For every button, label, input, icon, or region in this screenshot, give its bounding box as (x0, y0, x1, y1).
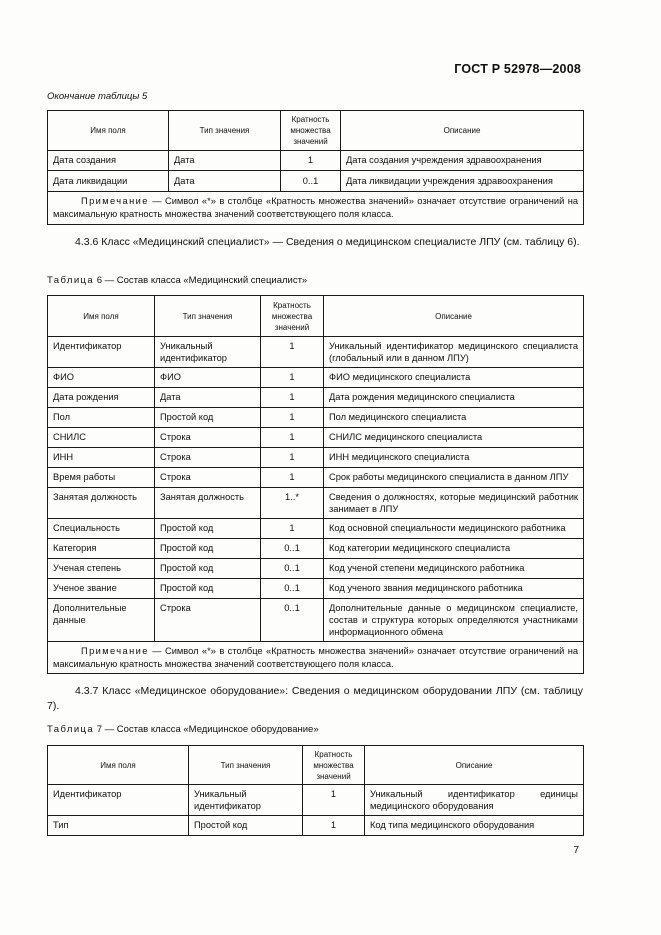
table-row (48, 151, 584, 171)
table-cell: 1 (281, 151, 341, 171)
table-row (48, 579, 584, 599)
table-cell: Уникальный идентификатор единицы медицинского оборудования (365, 785, 584, 816)
table-cell: Дата (169, 151, 281, 171)
table-cell: Идентификатор (48, 785, 189, 816)
column-header: Кратность множества значений (303, 746, 365, 785)
table-cell: Дата ликвидации (48, 171, 169, 192)
table-row (48, 337, 584, 368)
table-cell: Пол (48, 408, 155, 428)
table6-caption (47, 275, 307, 286)
caption-label: Таблица (47, 275, 95, 286)
table-cell: 1 (261, 468, 324, 488)
table-cell: Строка (155, 448, 261, 468)
section-4-3-6-paragraph (47, 235, 583, 250)
paragraph-text: 4.3.7 Класс «Медицинское оборудование»: Сведения о медицинском оборудовании ЛПУ (см. таблицу 7). (47, 685, 583, 712)
table-cell: ФИО (48, 368, 155, 388)
table7-caption (47, 724, 319, 735)
table-cell: ИНН медицинского специалиста (324, 448, 584, 468)
table-cell: Простой код (155, 519, 261, 539)
column-header: Описание (341, 111, 584, 151)
table-cell: 1 (261, 388, 324, 408)
caption-text: 6 — Состав класса «Медицинский специалист» (96, 275, 308, 286)
table-cell: Идентификатор (48, 337, 155, 368)
table-row (48, 559, 584, 579)
table-row (48, 388, 584, 408)
table-cell: Простой код (155, 579, 261, 599)
table-cell: Категория (48, 539, 155, 559)
table-cell: Дата рождения (48, 388, 155, 408)
table-header-row (48, 111, 584, 151)
table-note (48, 192, 584, 225)
table-cell: Срок работы медицинского специалиста в данном ЛПУ (324, 468, 584, 488)
section-4-3-7-paragraph (47, 684, 583, 714)
table-cell: 1 (261, 428, 324, 448)
table-row (48, 488, 584, 519)
table-cell: Дата рождения медицинского специалиста (324, 388, 584, 408)
table-row (48, 368, 584, 388)
column-header: Кратность множества значений (281, 111, 341, 151)
table-cell: Дата создания (48, 151, 169, 171)
table-header-row (48, 746, 584, 785)
table-row (48, 448, 584, 468)
table-cell: Дополнительные данные о медицинском специалисте, состав и структура которых определяются участниками информационного обмена (324, 599, 584, 642)
table-cell: 0..1 (261, 559, 324, 579)
table-cell: 0..1 (261, 579, 324, 599)
table-cell: Простой код (155, 559, 261, 579)
note-text: — Символ «*» в столбце «Кратность множества значений» означает отсутствие ограничений на максимальную кратность множества значений соответствующего поля класса. (53, 196, 578, 219)
table-cell: Тип (48, 816, 189, 836)
table-cell: СНИЛС медицинского специалиста (324, 428, 584, 448)
table-cell: Ученая степень (48, 559, 155, 579)
table-cell: Специальность (48, 519, 155, 539)
table-row (48, 519, 584, 539)
page-number: 7 (573, 845, 579, 856)
table-row (48, 599, 584, 642)
table-cell: Строка (155, 599, 261, 642)
table-cell: Дата (155, 388, 261, 408)
table-row (48, 171, 584, 192)
table-cell: Занятая должность (155, 488, 261, 519)
table-cell: Сведения о должностях, которые медицинский работник занимает в ЛПУ (324, 488, 584, 519)
table-cell: Код категории медицинского специалиста (324, 539, 584, 559)
table-cell: Код ученой степени медицинского работника (324, 559, 584, 579)
table-cell: 1 (261, 519, 324, 539)
table-cell: Простой код (155, 408, 261, 428)
column-header: Кратность множества значений (261, 296, 324, 337)
paragraph-text: 4.3.6 Класс «Медицинский специалист» — Сведения о медицинском специалисте ЛПУ (см. таблицу 6). (75, 236, 580, 248)
table-cell: Уникальный идентификатор медицинского специалиста (глобальный или в данном ЛПУ) (324, 337, 584, 368)
table-cell: ФИО медицинского специалиста (324, 368, 584, 388)
table-row (48, 468, 584, 488)
table5-continuation-caption: Окончание таблицы 5 (47, 91, 148, 102)
table-cell: 1 (261, 448, 324, 468)
table-cell: Уникальный идентификатор (189, 785, 303, 816)
table-cell: Строка (155, 428, 261, 448)
table-note-row (48, 192, 584, 225)
table-cell: 1 (303, 785, 365, 816)
table-cell: Код основной специальности медицинского работника (324, 519, 584, 539)
column-header: Имя поля (48, 746, 189, 785)
table-cell: ИНН (48, 448, 155, 468)
table-cell: 1 (261, 337, 324, 368)
column-header: Описание (365, 746, 584, 785)
table-cell: СНИЛС (48, 428, 155, 448)
table-cell: Ученое звание (48, 579, 155, 599)
caption-text: 7 — Состав класса «Медицинское оборудование» (96, 724, 319, 735)
column-header: Тип значения (169, 111, 281, 151)
table-cell: 1..* (261, 488, 324, 519)
table-cell: ФИО (155, 368, 261, 388)
table-cell: 1 (261, 408, 324, 428)
table-cell: Дата создания учреждения здравоохранения (341, 151, 584, 171)
note-label: Примечание (81, 196, 149, 206)
table-cell: Простой код (189, 816, 303, 836)
table-cell: 0..1 (281, 171, 341, 192)
column-header: Тип значения (189, 746, 303, 785)
table-cell: 1 (261, 368, 324, 388)
column-header: Имя поля (48, 296, 155, 337)
table-header-row (48, 296, 584, 337)
table-cell: Дополнительные данные (48, 599, 155, 642)
table-cell: Код ученого звания медицинского работника (324, 579, 584, 599)
table-row (48, 408, 584, 428)
table-cell: Занятая должность (48, 488, 155, 519)
table-cell: 1 (303, 816, 365, 836)
table-cell: Время работы (48, 468, 155, 488)
column-header: Тип значения (155, 296, 261, 337)
table7 (47, 745, 584, 836)
caption-label: Таблица (47, 724, 95, 735)
table-note-row (48, 642, 584, 674)
table-cell: Уникальный идентификатор (155, 337, 261, 368)
table6 (47, 295, 584, 674)
column-header: Имя поля (48, 111, 169, 151)
table-cell: Простой код (155, 539, 261, 559)
table-cell: 0..1 (261, 599, 324, 642)
table-row (48, 539, 584, 559)
table-cell: Код типа медицинского оборудования (365, 816, 584, 836)
table-cell: Строка (155, 468, 261, 488)
table-note (48, 642, 584, 674)
column-header: Описание (324, 296, 584, 337)
note-text: — Символ «*» в столбце «Кратность множества значений» означает отсутствие ограничений на максимальную кратность множества значений соответствующего поля класса. (53, 646, 578, 669)
table-row (48, 785, 584, 816)
table-row (48, 816, 584, 836)
table-cell: Дата ликвидации учреждения здравоохранения (341, 171, 584, 192)
table5 (47, 110, 584, 225)
table-row (48, 428, 584, 448)
table-cell: Пол медицинского специалиста (324, 408, 584, 428)
table-cell: 0..1 (261, 539, 324, 559)
document-code: ГОСТ Р 52978—2008 (454, 62, 581, 76)
note-label: Примечание (81, 646, 149, 656)
table-cell: Дата (169, 171, 281, 192)
